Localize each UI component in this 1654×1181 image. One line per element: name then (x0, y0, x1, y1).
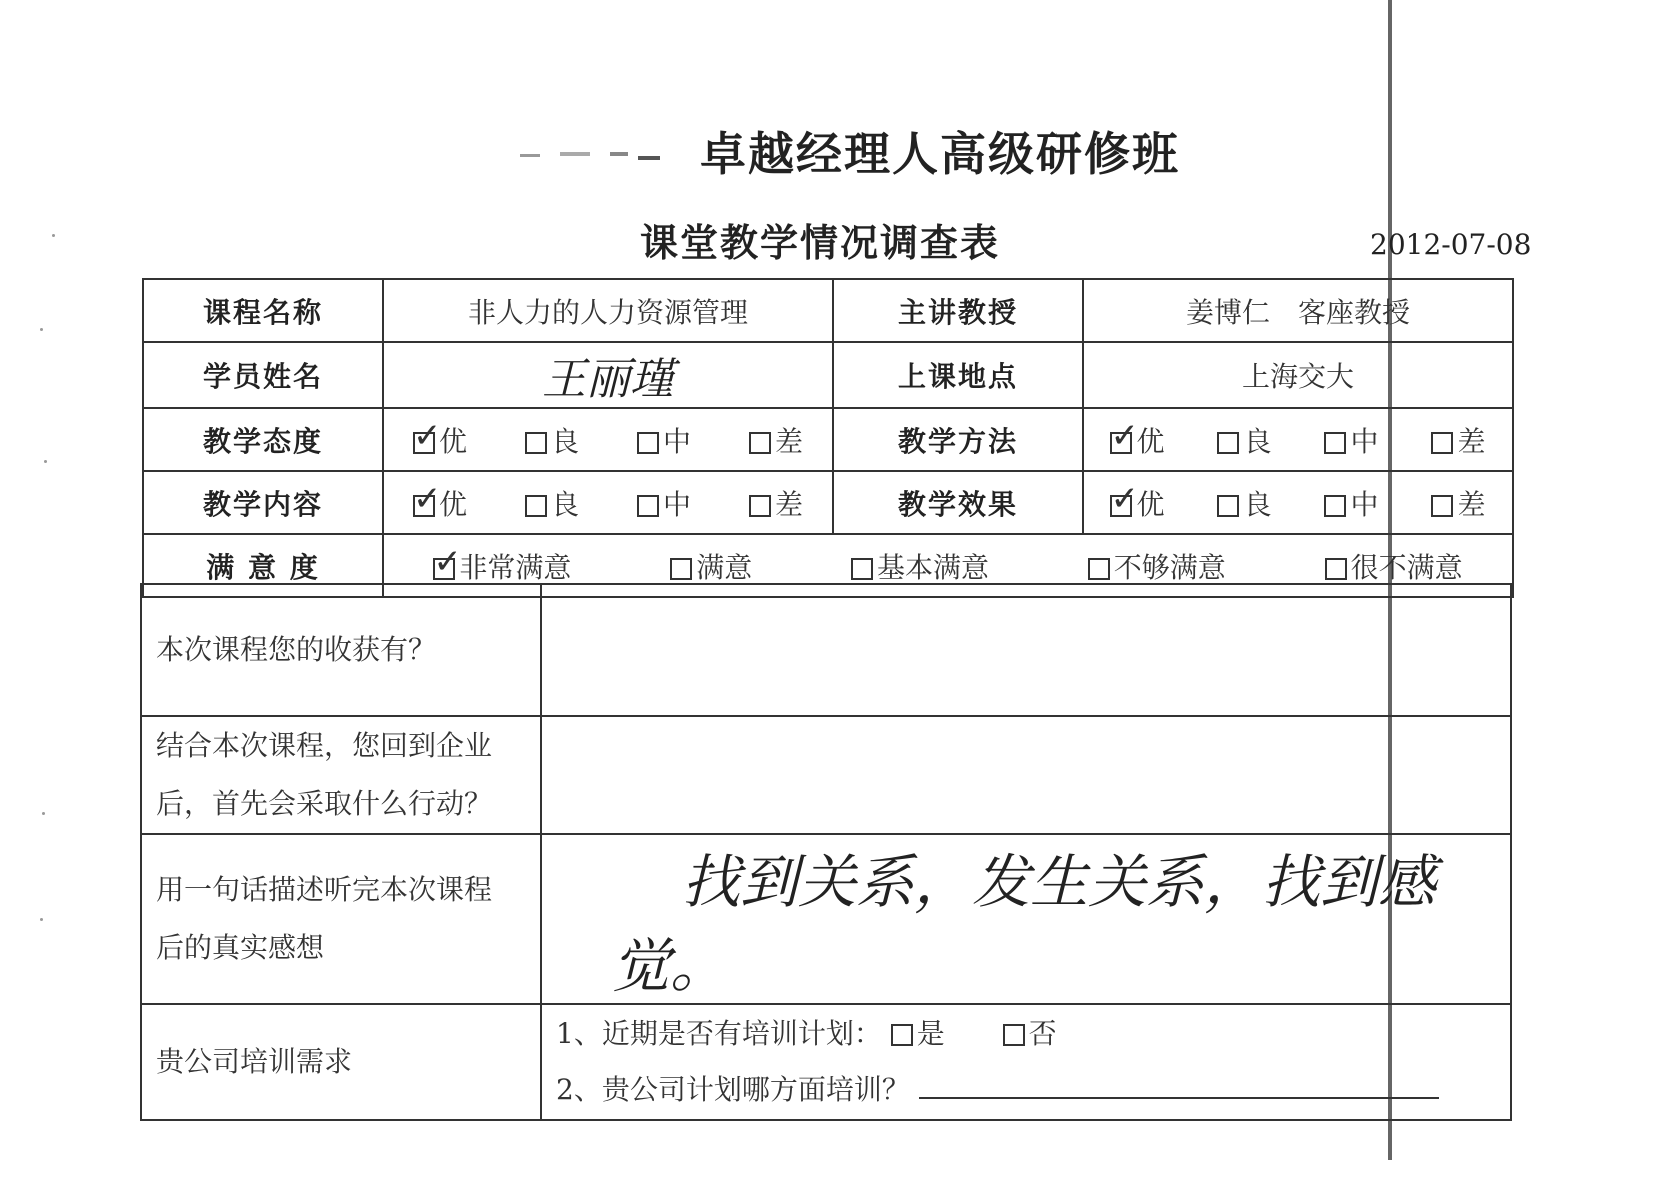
training-needs-cell (541, 1004, 1511, 1120)
info-rating-table (142, 278, 1514, 598)
question-line: 用一句话描述听完本次课程 (156, 873, 493, 906)
option-label: 差 (774, 424, 803, 458)
option-label: 很不满意 (1350, 550, 1463, 584)
checkbox-icon (1217, 432, 1239, 454)
satisfaction-label: 满 意 度 (143, 534, 383, 597)
table-row (143, 279, 1513, 342)
checkbox-icon (637, 495, 659, 517)
option-label: 优 (1136, 424, 1165, 458)
student-name-label: 学员姓名 (143, 342, 383, 408)
checkbox-option[interactable] (413, 420, 467, 460)
scan-speck (40, 918, 43, 921)
teaching-content-label: 教学内容 (143, 471, 383, 534)
checkbox-option[interactable] (1431, 420, 1485, 460)
option-label: 基本满意 (876, 550, 989, 584)
training-area-line (542, 1062, 1510, 1118)
scan-speck (44, 460, 47, 463)
handwritten-answer: 找到关系，发生关系，找到感觉。 (612, 848, 1437, 1000)
checkbox-checked-icon (413, 495, 435, 517)
teaching-method-options (1083, 408, 1513, 471)
form-date: 2012-07-08 (1370, 228, 1532, 261)
question-line: 后，首先会采取什么行动？ (156, 787, 493, 820)
table-row (141, 1004, 1511, 1120)
checkbox-option[interactable] (433, 546, 571, 586)
checkbox-option[interactable] (637, 420, 691, 460)
checkbox-icon (525, 495, 547, 517)
option-label: 差 (774, 487, 803, 521)
teaching-attitude-label: 教学态度 (143, 408, 383, 471)
checkbox-option[interactable] (1217, 420, 1271, 460)
scan-speck (42, 812, 45, 815)
training-area-question: 2、贵公司计划哪方面培训？ (556, 1073, 910, 1106)
question-gains: 本次课程您的收获有？ (141, 584, 541, 716)
checkbox-option[interactable] (1217, 483, 1271, 523)
answer-gains-field[interactable] (541, 584, 1511, 716)
question-action (141, 716, 541, 834)
scan-speck (52, 234, 55, 237)
checkbox-icon (891, 1024, 913, 1046)
course-name-label: 课程名称 (143, 279, 383, 342)
table-row (143, 408, 1513, 471)
course-name-value: 非人力的人力资源管理 (383, 279, 833, 342)
answer-action-field[interactable] (541, 716, 1511, 834)
checkbox-option[interactable] (637, 483, 691, 523)
table-row (143, 471, 1513, 534)
checkbox-checked-icon (413, 432, 435, 454)
checkbox-icon (670, 558, 692, 580)
checkbox-option[interactable] (670, 546, 752, 586)
checkbox-option[interactable] (749, 483, 803, 523)
checkbox-icon (1003, 1024, 1025, 1046)
option-label: 非常满意 (459, 550, 572, 584)
checkbox-option[interactable] (1324, 420, 1378, 460)
checkbox-icon (1217, 495, 1239, 517)
training-plan-line (542, 1006, 1510, 1062)
checkbox-option[interactable] (525, 420, 579, 460)
question-line: 后的真实感想 (156, 931, 325, 964)
checkbox-icon (749, 432, 771, 454)
option-label: 良 (550, 424, 579, 458)
checkbox-option[interactable] (1003, 1017, 1057, 1050)
student-name-handwriting: 王丽瑾 (542, 354, 674, 405)
checkbox-option[interactable] (525, 483, 579, 523)
professor-value: 姜博仁 客座教授 (1083, 279, 1513, 342)
option-label: 良 (1243, 487, 1272, 521)
option-label: 优 (438, 487, 467, 521)
checkbox-checked-icon (1110, 432, 1132, 454)
redacted-prefix-mark (520, 148, 660, 162)
checkbox-checked-icon (433, 558, 455, 580)
checkbox-icon (1324, 432, 1346, 454)
checkbox-option[interactable] (1088, 546, 1226, 586)
answer-feeling-field[interactable] (541, 834, 1511, 1004)
option-label: 差 (1457, 424, 1486, 458)
table-row (141, 834, 1511, 1004)
checkbox-icon (1088, 558, 1110, 580)
checkbox-option[interactable] (1110, 483, 1164, 523)
teaching-method-label: 教学方法 (833, 408, 1083, 471)
question-feeling (141, 834, 541, 1004)
location-value: 上海交大 (1083, 342, 1513, 408)
teaching-effect-label: 教学效果 (833, 471, 1083, 534)
table-row (141, 716, 1511, 834)
teaching-attitude-options (383, 408, 833, 471)
checkbox-option[interactable] (749, 420, 803, 460)
professor-label: 主讲教授 (833, 279, 1083, 342)
option-label: 是 (916, 1017, 945, 1050)
checkbox-option[interactable] (1325, 546, 1463, 586)
option-label: 否 (1028, 1017, 1057, 1050)
form-title: 课堂教学情况调查表 (640, 221, 1001, 265)
training-plan-question: 1、近期是否有培训计划： (556, 1017, 882, 1050)
option-label: 中 (1350, 487, 1379, 521)
table-row (141, 584, 1511, 716)
checkbox-option[interactable] (1110, 420, 1164, 460)
checkbox-option[interactable] (891, 1017, 945, 1050)
checkbox-option[interactable] (1324, 483, 1378, 523)
checkbox-option[interactable] (413, 483, 467, 523)
option-label: 差 (1457, 487, 1486, 521)
question-line: 结合本次课程，您回到企业 (156, 729, 493, 762)
checkbox-icon (1431, 432, 1453, 454)
checkbox-option[interactable] (851, 546, 989, 586)
scan-speck (40, 328, 43, 331)
teaching-effect-options (1083, 471, 1513, 534)
teaching-content-options (383, 471, 833, 534)
student-name-field[interactable] (383, 342, 833, 408)
table-row (143, 342, 1513, 408)
checkbox-icon (1324, 495, 1346, 517)
checkbox-icon (749, 495, 771, 517)
checkbox-icon (1431, 495, 1453, 517)
checkbox-option[interactable] (1431, 483, 1485, 523)
questions-table (140, 583, 1512, 1121)
option-label: 中 (1350, 424, 1379, 458)
checkbox-icon (637, 432, 659, 454)
training-area-input[interactable] (919, 1077, 1439, 1099)
checkbox-icon (851, 558, 873, 580)
option-label: 中 (662, 487, 691, 521)
option-label: 良 (550, 487, 579, 521)
option-label: 不够满意 (1113, 550, 1226, 584)
option-label: 优 (438, 424, 467, 458)
checkbox-icon (525, 432, 547, 454)
checkbox-icon (1325, 558, 1347, 580)
option-label: 良 (1243, 424, 1272, 458)
option-label: 中 (662, 424, 691, 458)
program-title: 卓越经理人高级研修班 (700, 127, 1180, 181)
location-label: 上课地点 (833, 342, 1083, 408)
checkbox-checked-icon (1110, 495, 1132, 517)
training-needs-label: 贵公司培训需求 (141, 1004, 541, 1120)
option-label: 优 (1136, 487, 1165, 521)
option-label: 满意 (696, 550, 753, 584)
